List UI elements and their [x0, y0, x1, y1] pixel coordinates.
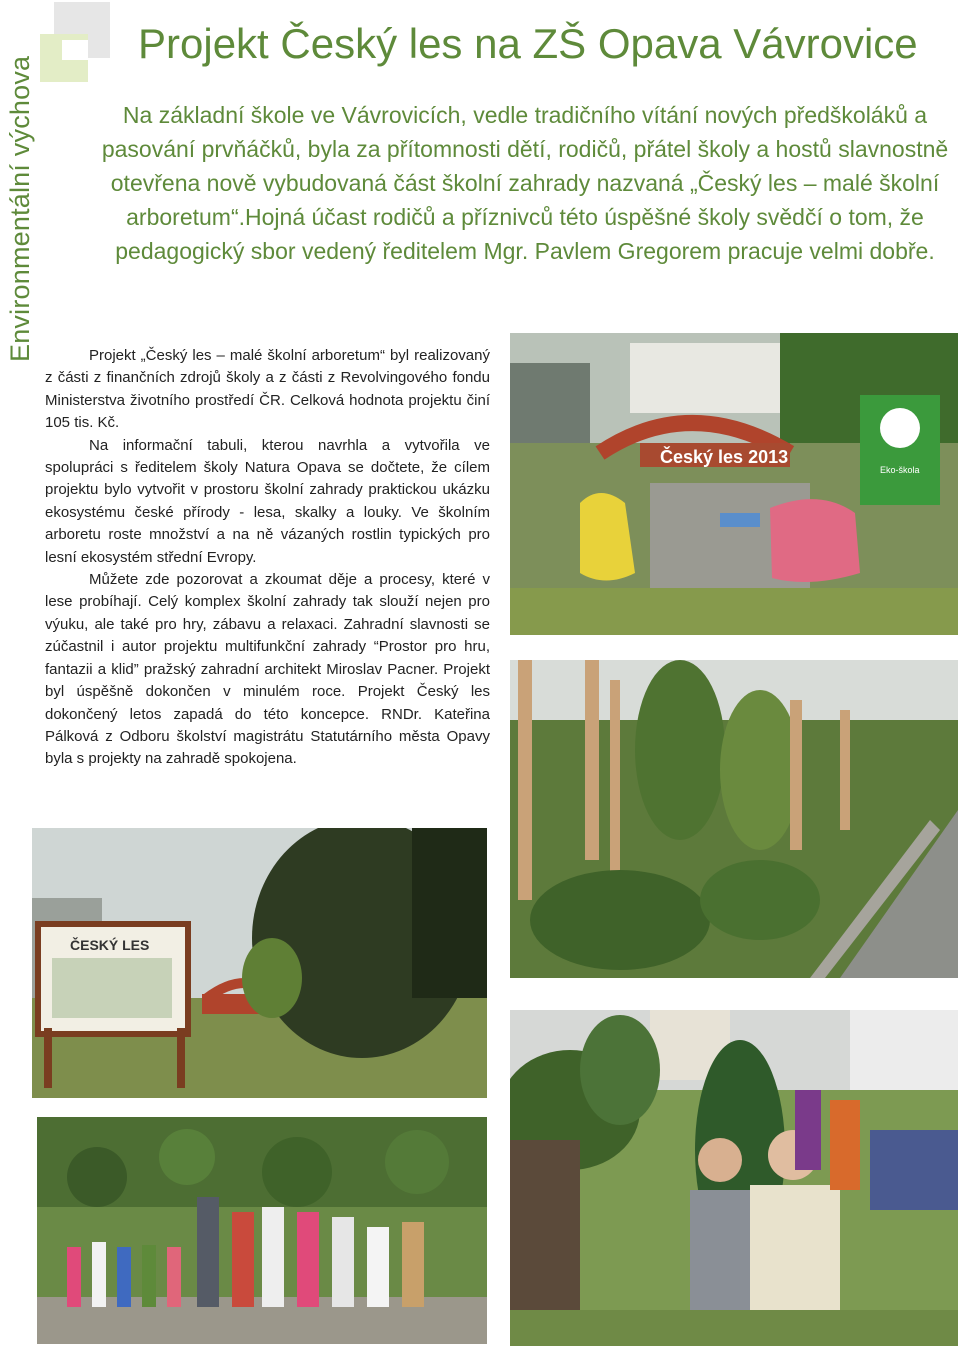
bridge-sign-text: Český les 2013 — [660, 447, 789, 467]
decorative-square-white — [62, 40, 88, 60]
flag-text: Eko-škola — [880, 465, 920, 475]
article-paragraph-3: Můžete zde pozorovat a zkoumat děje a procesy, které v lese probíhají. Celý komplex školní zahrady tak slouží nejen pro výuku, ale také pro hry, zábavu a relaxaci. Zahradní slavnosti se zúčastnil i autor projektu multifunkční zahrady “Prostor pro hru, fantazii a klid” pražský zahradní architekt Miroslav Pacner. Projekt byl úspěšně dokončen v minulém roce. Projekt Český les dokončený letos zapadá do této koncepce. RNDr. Kateřina Pálková z Odboru školství magistrátu Statutárního města Opavy byla s projekty na zahradě spokojena. — [45, 571, 490, 768]
sidebar-section-label — [0, 0, 38, 362]
lead-paragraph: Na základní škole ve Vávrovicích, vedle tradičního vítání nových předškoláků a pasování prvňáčků, byla za přítomnosti dětí, rodičů, přátel školy a hostů slavnostně otevřena nově vybudovaná část školní zahrady nazvaná „Český les – malé školní arboretum“.Hojná účast rodičů a příznivců této úspěšné školy svědčí o tom, že pedagogický sbor vedený ředitelem Mgr. Pavlem Gregorem pracuje velmi dobře. — [101, 102, 949, 264]
photo-willows-garden — [510, 660, 958, 978]
article-body — [45, 345, 490, 771]
photo-ceremony-kids — [37, 1117, 487, 1344]
info-board-title: ČESKÝ LES — [70, 937, 150, 953]
page-title: Projekt Český les na ZŠ Opava Vávrovice — [138, 20, 918, 67]
article-paragraph-1: Projekt „Český les – malé školní arboretum“ byl realizovaný z části z finančních zdrojů školy a z části z Revolvingového fondu Ministerstva životního prostředí ČR. Celková hodnota projektu činí 105 tis. Kč. — [45, 347, 490, 432]
article-paragraph-2: Na informační tabuli, kterou navrhla a vytvořila ve spolupráci s ředitelem školy Natura Opava se dočtete, že cílem projektu bylo vytvořit v prostoru školní zahrady praktickou ukázku ekosystému české přírody - lesa, skalky a louky. Ve školním arboretu roste množství a na ně vázaných rostlin typických pro lesní ekosystém střední Evropy. — [45, 436, 490, 566]
photo-info-board — [32, 828, 487, 1098]
photo-bridge-garden — [510, 333, 958, 635]
photo-visitors — [510, 1010, 958, 1346]
section-label-text: Environmentální výchova — [5, 55, 35, 362]
